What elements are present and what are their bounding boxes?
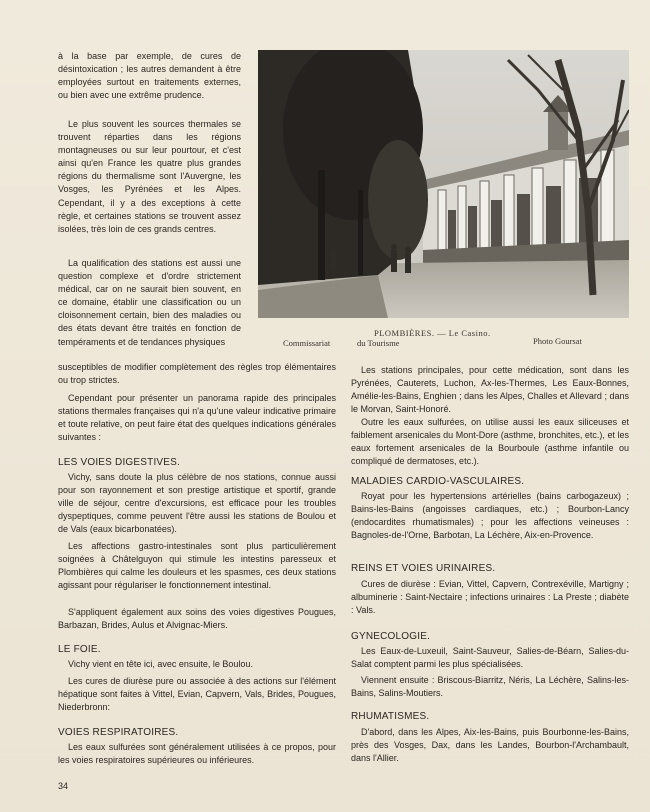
- paragraph-eaux-de-luxeuil: Les Eaux-de-Luxeuil, Saint-Sauveur, Salies-de-Béarn, Salies-du-Salat comptent parmi les plus spécialisées.: [351, 646, 629, 670]
- paragraph-qualification-continued: susceptibles de modifier complètement des règles trop élémentaires ou trop strictes.: [58, 362, 336, 386]
- heading-voies-respiratoires: VOIES RESPIRATOIRES.: [58, 727, 179, 738]
- paragraph-royat: Royat pour les hypertensions artérielles (bains carbogazeux) ; Bains-les-Bains (angoisses cardiaques, etc.) ; Bourbon-Lancy (endocardites rhumatismales) ; pour les affections veineuses : Bagnoles-de-l'Orne, Barbotan, La Léchère, Aix-en-Provence.: [351, 491, 629, 541]
- paragraph-intro-end: à la base par exemple, de cures de désintoxication ; les autres demandent à être employées surtout en traitements externes, ou bien avec une extrême prudence.: [58, 51, 241, 101]
- paragraph-cures-diurese-reins: Cures de diurèse : Evian, Vittel, Capvern, Contrexéville, Martigny ; albuminerie : Saint-Nectaire ; infections urinaires : La Preste ; diabète : Vals.: [351, 579, 629, 616]
- paragraph-eaux-sulfurees: Les eaux sulfurées sont généralement utilisées à ce propos, pour les voies respiratoires supérieures ou inférieures.: [58, 742, 336, 766]
- paragraph-cures-diurese: Les cures de diurèse pure ou associée à des actions sur l'élément hépatique sont faites à Vittel, Evian, Capvern, Vals, Brides, Pougues, Niederbronn:: [58, 676, 336, 713]
- heading-rhumatismes: RHUMATISMES.: [351, 711, 430, 722]
- paragraph-vichy: Vichy, sans doute la plus célèbre de nos stations, connue aussi pour son rayonnement et son prestige artistique et sportif, grande ville de séjour, centre d'excursions, est efficace pour les troubles dyspeptiques, comme peuvent l'être aussi les stations de Boulou et de Vals (eaux bicarbonatées).: [58, 472, 336, 535]
- photo-credit-tourisme: du Tourisme: [357, 338, 400, 348]
- paragraph-gastro-intestinales: Les affections gastro-intestinales sont plus particulièrement soignées à Châtelguyon qui stimule les intestins paresseux et Plombières qui calme les douleurs et les spasmes, ces deux stations agissant pour régulariser le fonctionnement intestinal.: [58, 541, 336, 591]
- heading-gynecologie: GYNECOLOGIE.: [351, 631, 431, 642]
- photo-caption-title: PLOMBIÈRES. — Le Casino.: [374, 328, 491, 338]
- paragraph-sources-thermales: Le plus souvent les sources thermales se trouvent réparties dans les régions montagneuses ou sur leur pourtour, et c'est ainsi qu'en France les quatre plus grandes régions du thermalisme sont l'Auvergne, les Vosges, les Pyrénées et les Alpes. Cependant, il y a des exceptions à cette règle, et certaines stations se trouvent assez isolées, très loin de ces grands centres.: [58, 119, 241, 234]
- paragraph-panorama: Cependant pour présenter un panorama rapide des principales stations thermales françaises qui n'a qu'une valeur indicative primaire et toute relative, on peut faire état des quelques indications générales suivantes :: [58, 393, 336, 443]
- paragraph-stations-principales: Les stations principales, pour cette médication, sont dans les Pyrénées, Cauterets, Luchon, Ax-les-Thermes, Les Eaux-Bonnes, Amélie-les-Bains, Enghien ; dans les Alpes, Challes et Allevard ; dans le Morvan, Saint-Honoré.: [351, 365, 629, 415]
- page-number: 34: [58, 781, 69, 791]
- heading-reins-voies-urinaires: REINS ET VOIES URINAIRES.: [351, 563, 496, 574]
- casino-photo-illustration: [258, 50, 629, 318]
- paragraph-qualification: La qualification des stations est aussi une question complexe et d'ordre strictement médical, car on ne saurait bien souvent, en ce domaine, établir une classification ou un cloisonnement certain, bien des maladies ou des états devant être traités en fonction de tempéraments et de tendances physiques: [58, 258, 241, 347]
- paragraph-viennent-ensuite: Viennent ensuite : Briscous-Biarritz, Néris, La Léchère, Salins-les-Bains, Salins-Moutiers.: [351, 675, 629, 699]
- heading-le-foie: LE FOIE.: [58, 644, 101, 655]
- paragraph-aix-les-bains: D'abord, dans les Alpes, Aix-les-Bains, puis Bourbonne-les-Bains, près des Vosges, Dax, dans les Landes, Bourbon-l'Archambault, dans l'Allier.: [351, 727, 629, 764]
- photo-credit-commissariat: Commissariat: [283, 338, 331, 348]
- paragraph-foie-vichy: Vichy vient en tête ici, avec ensuite, le Boulou.: [68, 659, 253, 669]
- paragraph-soins-digestifs: S'appliquent également aux soins des voies digestives Pougues, Barbazan, Brides, Aulus et Alvignac-Miers.: [58, 607, 336, 631]
- casino-photo: [258, 50, 629, 318]
- heading-voies-digestives: LES VOIES DIGESTIVES.: [58, 457, 181, 468]
- paragraph-eaux-siliceuses: Outre les eaux sulfurées, on utilise aussi les eaux siliceuses et faiblement arsenicales du Mont-Dore (asthme, bronchites, etc.), et les eaux fortement arsenicales de la Bourboule (asthme infantile ou compliqué de dermatoses, etc.).: [351, 417, 629, 467]
- heading-cardio-vasculaires: MALADIES CARDIO-VASCULAIRES.: [351, 476, 525, 487]
- photo-credit-goursat: Photo Goursat: [533, 336, 582, 346]
